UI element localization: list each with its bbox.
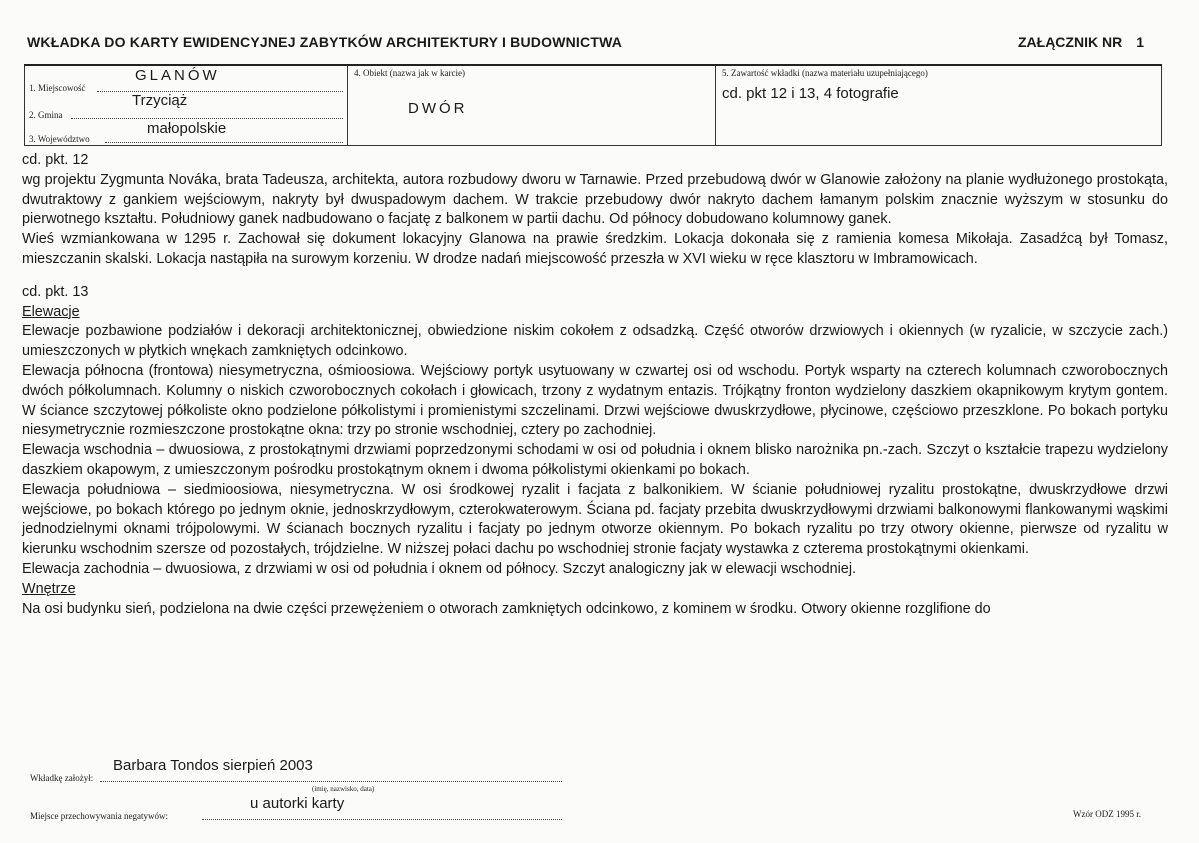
gmina-label: 2. Gmina — [29, 110, 63, 120]
elewacje-paragraph-5: Elewacja zachodnia – dwuosiowa, z drzwiami w osi od południa i oknem od północy. Szczyt analogiczny jak w elewacji wschodniej. — [22, 560, 857, 577]
negatives-line — [202, 819, 562, 820]
author-note: (imię, nazwisko, data) — [312, 785, 375, 793]
gmina-value: Trzyciąż — [132, 92, 188, 109]
wojewodztwo-label: 3. Województwo — [29, 134, 90, 144]
negatives-label: Miejsce przechowywania negatywów: — [30, 811, 168, 821]
pkt12-paragraph-1: wg projektu Zygmunta Nováka, brata Tadeusza, architekta, autora rozbudowy dworu w Tarnawie. Przed przebudową dwór w Glanowie założony na planie wydłużonego prostokąta, dwutraktowy z gankiem wejściowym, nakryty był dwuspadowym dachem. W trakcie przebudowy dwór nakryto dachem łamanym polskim znacznie wyższym w stosunku do pierwotnego kształtu. Południowy ganek nadbudowano o facjatę z balkonem w partii dachu. Od północy dobudowano kolumnowy ganek. — [22, 171, 1168, 228]
elewacje-paragraph-1: Elewacje pozbawione podziałów i dekoracji architektonicznej, obwiedzione niskim cokołem z odsadzką. Część otworów drzwiowych i okiennych (w ryzalicie, w szczycie zach.) umieszczonych w płytkich wnękach zamkniętych odcinkowo. — [22, 323, 1168, 360]
gmina-line — [71, 118, 343, 119]
template-note: Wzór ODZ 1995 r. — [1073, 809, 1141, 819]
obiekt-label: 4. Obiekt (nazwa jak w karcie) — [354, 68, 465, 78]
author-label: Wkładkę założył: — [30, 773, 94, 783]
negatives-value: u autorki karty — [250, 795, 345, 812]
zawartosc-value: cd. pkt 12 i 13, 4 fotografie — [722, 85, 899, 102]
elewacje-paragraph-2: Elewacja północna (frontowa) niesymetryczna, ośmioosiowa. Wejściowy portyk usytuowany w czwartej osi od wschodu. Portyk wsparty na czterech kolumnach czworobocznych dwóch półkolumnach. Kolumny o niskich czworobocznych cokołach i głowicach, trzony z wydatnym entazis. Trójkątny fronton wydzielony daszkiem okapnikowym krytym gontem. W ściance szczytowej półkoliste okno podzielone półkolistymi i promienistymi szczelinami. Drzwi wejściowe dwuskrzydłowe, płycinowe, częściowo przeszklone. Po bokach portyku niesymetrycznie rozmieszczone prostokątne okna: trzy po stronie wschodniej, cztery po zachodniej. — [22, 362, 1168, 439]
annex-number: 1 — [1136, 34, 1144, 50]
miejscowosc-label: 1. Miejscowość — [29, 83, 86, 93]
author-value: Barbara Tondos sierpień 2003 — [113, 757, 313, 774]
pkt12-paragraph-2: Wieś wzmiankowana w 1295 r. Zachował się dokument lokacyjny Glanowa na prawie średzkim. Lokacja dokonała się z ramienia komesa Mikołaja. Zasadźcą był Tomasz, mieszczanin skalski. Lokacja nastąpiła na surowym korzeniu. W drodze nadań miejscowość przeszła w XVI wieku w ręce klasztoru w Imbramowicach. — [22, 231, 1168, 267]
contents-field-box — [715, 66, 1162, 146]
elewacje-paragraph-4: Elewacja południowa – siedmioosiowa, niesymetryczna. W osi środkowej ryzalit i facjata z balkonikiem. W ścianie południowej ryzalitu prostokątne, dwuskrzydłowe drzwi wejściowe, po bokach którego po jednym oknie, jednoskrzydłowym, czterokwaterowym. Ściana pd. facjaty przebita dwuskrzydłowymi drzwiami balkonowymi flankowanymi wąskimi jednodzielnymi oknami trójpolowymi. W ścianach bocznych ryzalitu i facjaty po jednym otworze okiennym. Po bokach ryzalitu po trzy otwory okienne, pierwsze od ryzalitu w kierunku wschodnim szersze od pozostałych, trójdzielne. W niższej połaci dachu po wschodniej stronie facjaty wystawka z czterema prostokątnymi okienkami. — [22, 481, 1168, 558]
obiekt-value: DWÓR — [408, 100, 468, 117]
wnetrze-paragraph-1: Na osi budynku sień, podzielona na dwie części przewężeniem o otworach zamkniętych odcinkowo, z kominem w środku. Otwory okienne rozglifione do — [22, 600, 991, 617]
pkt12-heading: cd. pkt. 12 — [22, 152, 89, 168]
elewacje-paragraph-3: Elewacja wschodnia – dwuosiowa, z prostokątnymi drzwiami poprzedzonymi schodami w osi od południa i oknem blisko narożnika pn.-zach. Szczyt o kształcie trapezu wydzielony daszkiem okapowym, z umieszczonym pośrodku prostokątnym oknem i dwoma półkolistymi okienkami po bokach. — [22, 442, 1168, 478]
zawartosc-label: 5. Zawartość wkładki (nazwa materiału uzupełniającego) — [722, 68, 928, 78]
miejscowosc-value: GLANÓW — [135, 67, 220, 84]
location-fields-box — [24, 66, 347, 146]
object-field-box — [347, 66, 715, 146]
pkt13-heading: cd. pkt. 13 — [22, 283, 89, 300]
document-title: WKŁADKA DO KARTY EWIDENCYJNEJ ZABYTKÓW ARCHITEKTURY I BUDOWNICTWA — [27, 34, 623, 50]
wojewodztwo-value: małopolskie — [147, 120, 227, 137]
section-gap — [22, 270, 1168, 283]
elewacje-heading: Elewacje — [22, 303, 80, 320]
description-body — [22, 151, 1168, 619]
annex-label: ZAŁĄCZNIK NR — [1017, 34, 1123, 50]
author-line — [100, 781, 562, 782]
wnetrze-heading: Wnętrze — [22, 580, 76, 597]
annex-label-group — [1018, 34, 1144, 50]
wojewodztwo-line — [105, 142, 343, 143]
